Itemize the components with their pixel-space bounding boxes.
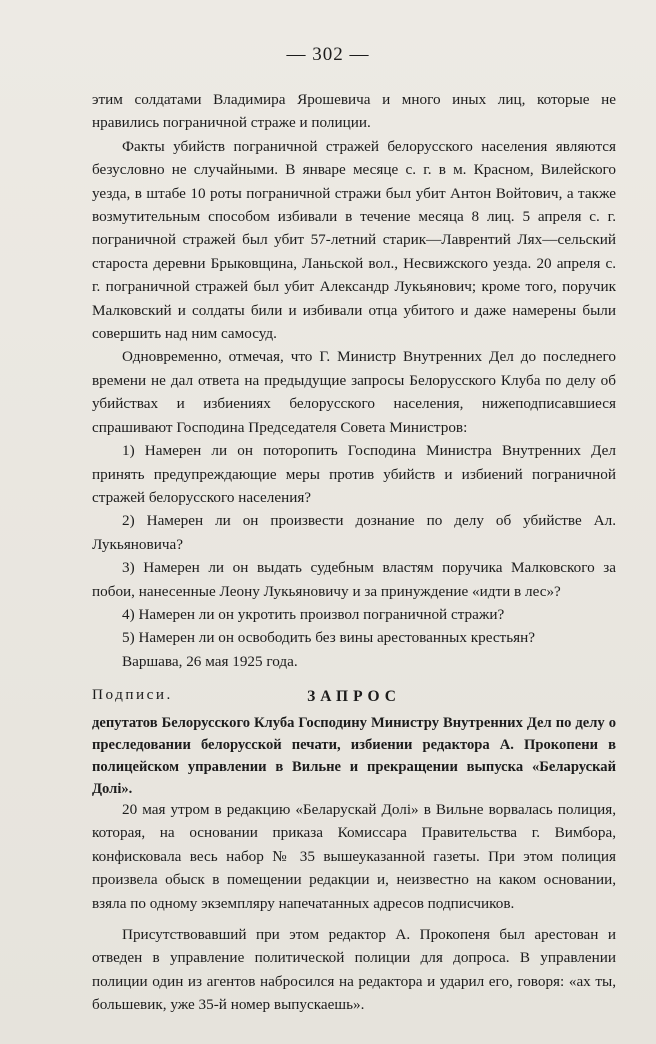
inquiry-subheading: депутатов Белорусского Клуба Господину Министру Внутренних Дел по делу о преследовании белорусской печати, избиении редактора А. Прокопени в полицейском управлении в Вильне и прекращении выпуска «Беларускай Долі». — [92, 715, 616, 797]
inquiry-paragraph-1: 20 мая утром в редакцию «Беларускай Долі» в Вильне ворвалась полиция, которая, на основании приказа Комиссара Правительства г. Вимбора, конфисковала весь набор № 35 вышеуказанной газеты. При этом полиция произвела обыск в помещении редакции и, неизвестно на каком основании, взяла по одному экземпляру напечатанных адресов подписчиков. — [92, 801, 616, 912]
date-line: Варшава, 26 мая 1925 года. — [122, 652, 298, 670]
page-number: — 302 — — [286, 44, 370, 65]
question-1: 1) Намерен ли он поторопить Господина Министра Внутренних Дел принять предупреждающие меры против убийств и избиений пограничной стражей белорусского населения? — [92, 442, 616, 506]
question-4: 4) Намерен ли он укротить произвол пограничной стражи? — [122, 605, 505, 623]
question-3: 3) Намерен ли он выдать судебным властям поручика Малковского за побои, нанесенные Леону Лукьяновичу и за принуждение «идти в лес»? — [92, 559, 616, 600]
question-5: 5) Намерен ли он освободить без вины арестованных крестьян? — [122, 629, 535, 647]
paragraph-simultaneously: Одновременно, отмечая, что Г. Министр Внутренних Дел до последнего времени не дал ответа на предыдущие запросы Белорусского Клуба по делу об убийствах и избиениях белорусского населения, нижеподписавшиеся спрашивают Господина Председателя Совета Министров: — [92, 348, 616, 436]
top-text-column — [92, 88, 616, 707]
inquiry-paragraph-2: Присутствовавший при этом редактор А. Прокопеня был арестован и отведен в управление политической полиции для допроса. В управлении полиции один из агентов набросился на редактора и ударил его, говоря: «ах ты, большевик, уже 35-й номер выпускаешь». — [92, 926, 616, 1014]
inquiry-heading: ЗАПРОС — [307, 688, 401, 705]
question-2: 2) Намерен ли он произвести дознание по делу об убийстве Ал. Лукьяновича? — [92, 512, 616, 553]
inquiry-text-column — [92, 798, 616, 1017]
signature-line: Подписи. — [92, 686, 173, 704]
paragraph-continuation: этим солдатами Владимира Ярошевича и много иных лиц, которые не нравились пограничной страже и полиции. — [92, 91, 616, 132]
paragraph-facts: Факты убийств пограничной стражей белорусского населения являются безусловно не случайными. В январе месяце с. г. в м. Красном, Вилейского уезда, в штабе 10 роты пограничной стражи был убит Антон Войтович, а также возмутительным способом избивали в течение месяца 8 лиц. 5 апреля с. г. пограничной стражей был убит 57-летний старик—Лаврентий Лях—сельский староста деревни Брыковщина, Ланьской вол., Несвижского уезда. 20 апреля с. г. пограничной стражей был убит Александр Лукьянович; кроме того, поручик Малковский и солдаты били и избивали отца убитого и даже намерены были совершить над ним самосуд. — [92, 137, 616, 343]
